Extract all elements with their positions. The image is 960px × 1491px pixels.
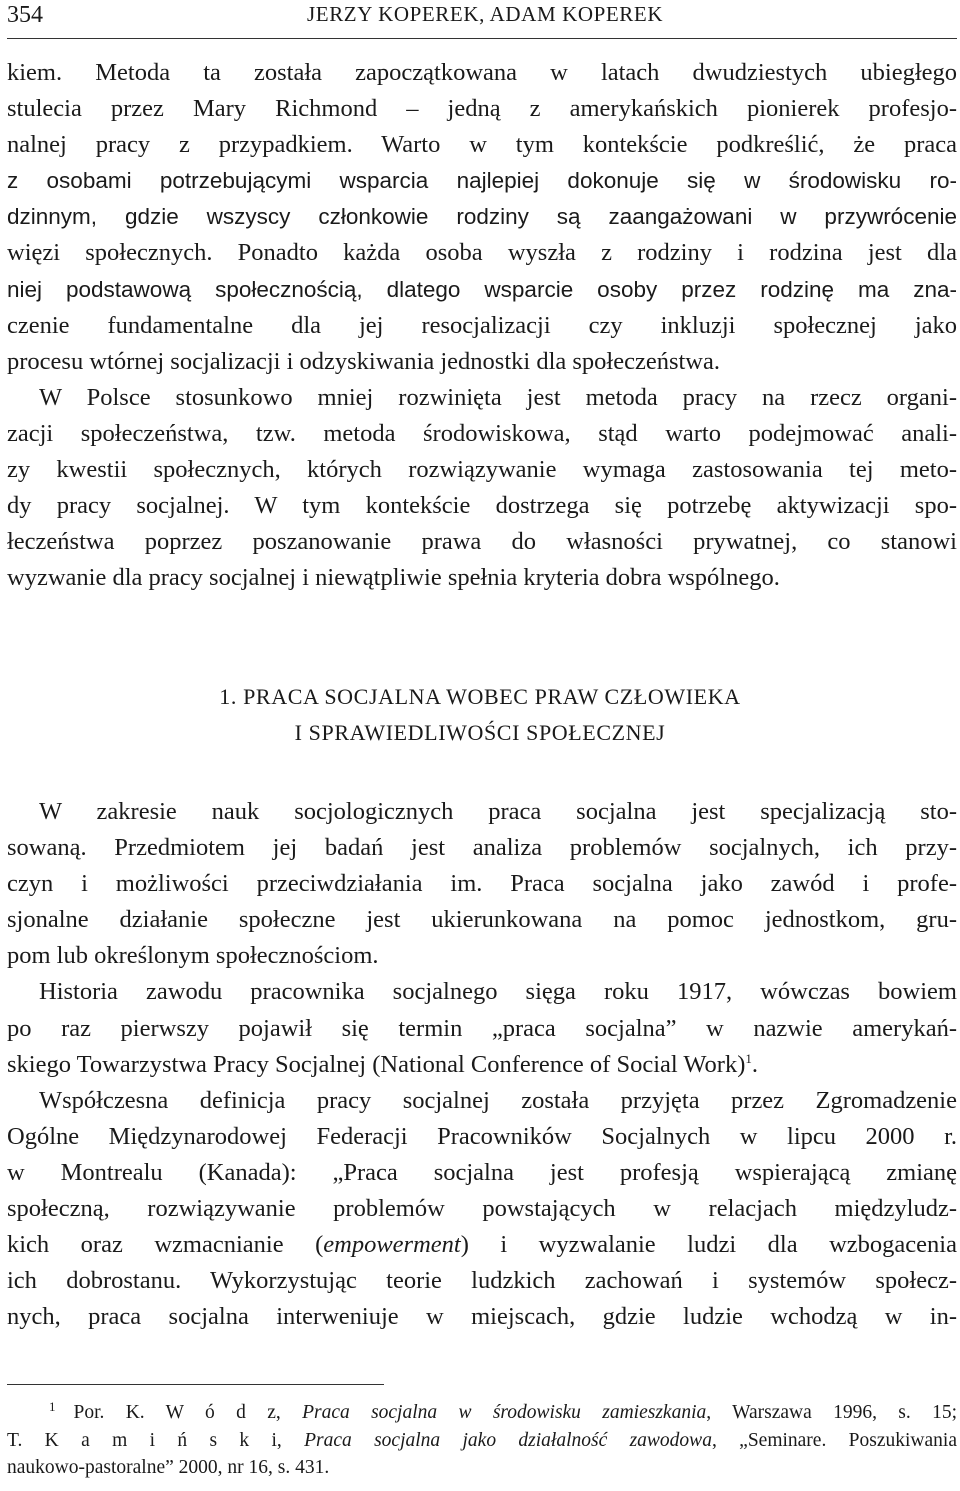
text-line: Historia zawodu pracownika socjalnego sięga roku 1917, wówczas bowiem — [39, 978, 957, 1006]
text-line: stulecia przez Mary Richmond – jedną z amerykańskich pionierek profesjo- — [7, 95, 957, 123]
text-line: w Montrealu (Kanada): „Praca socjalna jest profesją wspierającą zmianę — [7, 1158, 957, 1186]
text-line: dy pracy socjalnej. W tym kontekście dostrzega się potrzebę aktywizacji spo- — [7, 492, 957, 520]
text-line: procesu wtórnej socjalizacji i odzyskiwania jednostki dla społeczeństwa. — [7, 347, 721, 375]
text-segment: skiego Towarzystwa Pracy Socjalnej (National Conference of Social Work) — [7, 1050, 746, 1078]
text-line: czenie fundamentalne dla jej resocjalizacji czy inkluzji społecznej jako — [7, 311, 957, 339]
italic-title: Praca socjalna w środowisku zamieszkania — [302, 1402, 707, 1423]
section-body — [7, 794, 957, 1335]
text-line: zy kwestii społecznych, których rozwiązywanie wymaga zastosowania tej meto- — [7, 456, 957, 484]
footnote-number: 1 — [49, 1398, 56, 1414]
page-header — [7, 0, 957, 39]
body-text — [7, 55, 957, 596]
text-line: sowaną. Przedmiotem jej badań jest analiza problemów socjalnych, ich przy- — [7, 834, 957, 862]
text-segment: T. K a m i ń s k i, — [7, 1429, 305, 1451]
text-segment: ) i wyzwalanie ludzi dla wzbogacenia — [460, 1231, 957, 1259]
text-line: nalnej pracy z przypadkiem. Warto w tym kontekście podkreślić, że praca — [7, 131, 957, 159]
text-line: niej podstawową społecznością, dlatego wsparcie osoby przez rodzinę ma zna- — [7, 276, 957, 302]
footnote-ref[interactable]: 1 — [745, 1050, 752, 1066]
footnote-divider — [7, 1384, 384, 1385]
text-line — [7, 1227, 957, 1263]
text-line: więzi społecznych. Ponadto każda osoba wyszła z rodziny i rodzina jest dla — [7, 239, 957, 267]
text-line: sjonalne działanie społeczne jest ukierunkowana na pomoc jednostkom, gru- — [7, 906, 957, 934]
text-line: zacji społeczeństwa, tzw. metoda środowiskowa, stąd warto podejmować anali- — [7, 419, 957, 447]
italic-term: empowerment — [323, 1231, 461, 1259]
text-line: Ogólne Międzynarodowej Federacji Pracowników Socjalnych w lipcu 2000 r. — [7, 1122, 957, 1150]
text-line: nych, praca socjalna interweniuje w miejscach, gdzie ludzie wchodzą w in- — [7, 1303, 957, 1331]
text-line: z osobami potrzebującymi wsparcia najlepiej dokonuje się w środowisku ro- — [7, 168, 957, 194]
text-line: W Polsce stosunkowo mniej rozwinięta jest metoda pracy na rzecz organi- — [39, 383, 957, 411]
footnote-line: naukowo-pastoralne” 2000, nr 16, s. 431. — [7, 1457, 330, 1478]
text-line: Współczesna definicja pracy socjalnej została przyjęta przez Zgromadzenie — [39, 1086, 957, 1114]
italic-title: Praca socjalna jako działalność zawodowa — [304, 1429, 712, 1451]
text-line: dzinnym, gdzie wszyscy członkowie rodziny są zaangażowani w przywrócenie — [7, 204, 957, 230]
text-line: ich dobrostanu. Wykorzystując teorie ludzkich zachowań i systemów społecz- — [7, 1267, 957, 1295]
footnotes — [7, 1399, 957, 1482]
footnote-line — [7, 1399, 957, 1427]
text-line: pom lub określonym społecznościom. — [7, 942, 379, 970]
text-segment: Por. K. W ó d z, — [73, 1402, 303, 1423]
page-number: 354 — [7, 2, 43, 28]
text-line: W zakresie nauk socjologicznych praca socjalna jest specjalizacją sto- — [39, 798, 957, 825]
section-heading-line-1: 1. PRACA SOCJALNA WOBEC PRAW CZŁOWIEKA — [219, 684, 741, 709]
text-line: kiem. Metoda ta została zapoczątkowana w latach dwudziestych ubiegłego — [7, 59, 957, 86]
running-head: JERZY KOPEREK, ADAM KOPEREK — [307, 2, 664, 26]
text-line: społeczną, rozwiązywanie problemów powstających w relacjach międzyludz- — [7, 1195, 957, 1223]
text-line — [7, 1047, 957, 1083]
text-segment: , Warszawa 1996, s. 15; — [706, 1402, 957, 1423]
text-segment: kich oraz wzmacnianie ( — [7, 1231, 324, 1259]
text-line: wyzwanie dla pracy socjalnej i niewątpliwie spełnia kryteria dobra wspólnego. — [7, 564, 780, 592]
text-line: po raz pierwszy pojawił się termin „praca socjalna” w nazwie amerykań- — [7, 1014, 957, 1042]
text-segment: . — [751, 1050, 758, 1078]
text-segment: , „Seminare. Poszukiwania — [711, 1429, 957, 1451]
text-line: czyn i możliwości przeciwdziałania im. Praca socjalna jako zawód i profe- — [7, 870, 957, 898]
footnote-line — [7, 1427, 957, 1455]
section-heading-line-2: I SPRAWIEDLIWOŚCI SPOŁECZNEJ — [294, 720, 666, 745]
text-line: łeczeństwa poprzez poszanowanie prawa do własności prywatnej, co stanowi — [7, 528, 957, 556]
